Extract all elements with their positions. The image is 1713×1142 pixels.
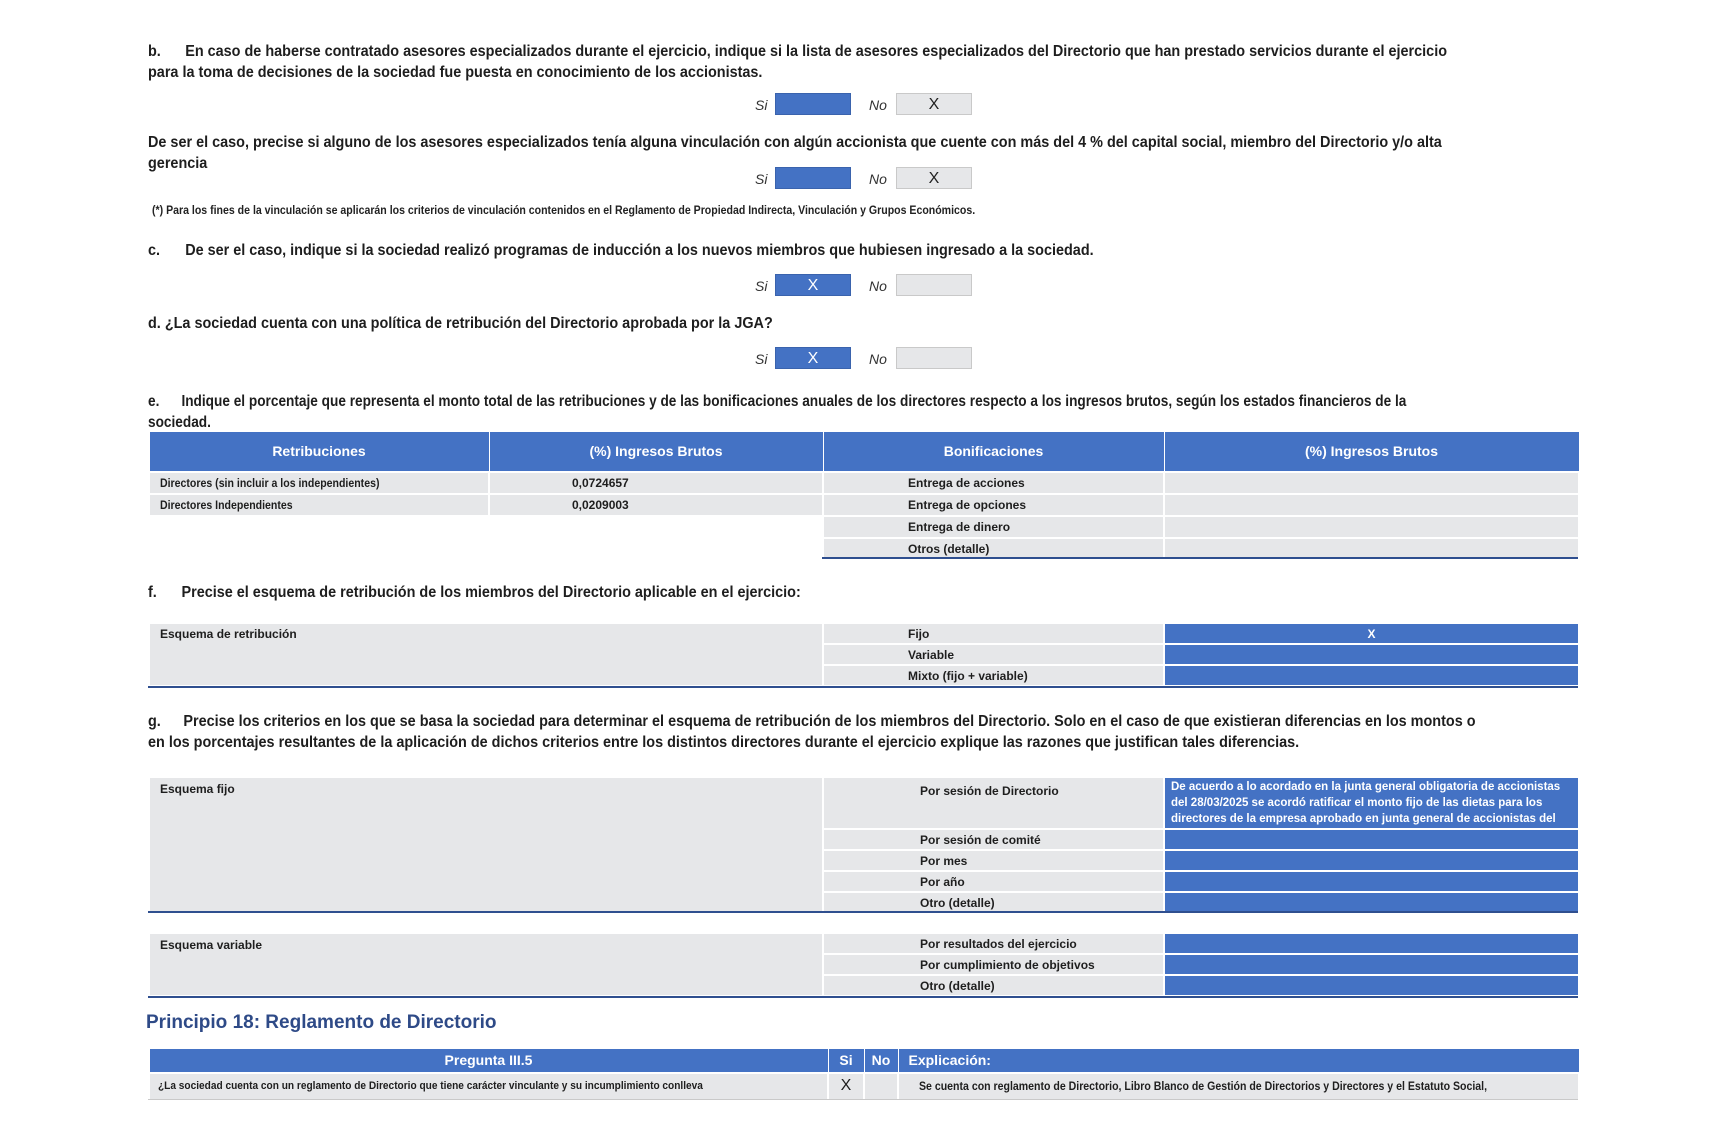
question-b-vinculacion-text: De ser el caso, precise si alguno de los asesores especializados tenía alguna vinculación con algún accionista que cuente con más del 4 % del capital social, miembro del Directorio y/o alta gerencia — [148, 134, 1442, 172]
retrib-value[interactable]: 0,0724657 — [489, 472, 823, 494]
variable-row-value[interactable] — [1164, 975, 1579, 996]
header-ingresos-brutos: (%) Ingresos Brutos — [489, 432, 823, 472]
table-bottom-rule — [148, 686, 1578, 688]
question-e — [148, 391, 1406, 433]
table-bottom-rule — [148, 1099, 1578, 1100]
bonif-label: Entrega de opciones — [823, 494, 1164, 516]
si-label: Si — [755, 97, 768, 113]
question-e-text: Indique el porcentaje que representa el monto total de las retribuciones y de las bonificaciones anuales de los directores respecto a los ingresos brutos, según los estados financieros de la sociedad. — [148, 393, 1407, 431]
question-b-text: En caso de haberse contratado asesores especializados durante el ejercicio, indique si la lista de asesores especializados del Directorio que han prestado servicios durante el ejercicio para la toma de decisiones de la sociedad fue puesta en conocimiento de los accionistas. — [148, 43, 1448, 81]
empty-cell — [149, 516, 823, 538]
header-ingresos-brutos: (%) Ingresos Brutos — [1164, 432, 1579, 472]
table-row — [149, 516, 1579, 538]
retrib-label-text: Directores (sin incluir a los independientes) — [160, 475, 380, 490]
fijo-row-value[interactable]: De acuerdo a lo acordado en la junta general obligatoria de accionistas del 28/03/2025 se acordó ratificar el monto fijo de las dietas para los directores de la empresa aprobado en junta general de accionistas del — [1164, 777, 1579, 829]
answer-si[interactable]: X — [828, 1073, 864, 1100]
fijo-row-label: Otro (detalle) — [823, 892, 1164, 913]
principio-table — [148, 1048, 1580, 1101]
question-g-letter: g. — [148, 713, 161, 730]
option-fijo-value[interactable]: X — [1164, 623, 1579, 644]
fijo-row-value[interactable] — [1164, 829, 1579, 850]
question-c-text: De ser el caso, indique si la sociedad realizó programas de inducción a los nuevos miembros que hubiesen ingresado a la sociedad. — [185, 242, 1094, 259]
option-label: Mixto (fijo + variable) — [823, 665, 1164, 686]
table-bottom-rule — [148, 911, 1578, 913]
explanation-text: Se cuenta con reglamento de Directorio, Libro Blanco de Gestión de Directorios y Directores y el Estatuto Social, — [919, 1079, 1488, 1093]
header-no: No — [864, 1049, 898, 1073]
si-checkbox[interactable]: X — [775, 347, 851, 369]
fijo-row-value[interactable] — [1164, 892, 1579, 913]
table-header-row — [149, 1049, 1579, 1073]
no-label: No — [869, 351, 887, 367]
esquema-retribucion-table — [148, 622, 1580, 687]
bonif-value[interactable] — [1164, 494, 1579, 516]
no-label: No — [869, 97, 887, 113]
header-bonificaciones: Bonificaciones — [823, 432, 1164, 472]
header-si: Si — [828, 1049, 864, 1073]
header-retribuciones: Retribuciones — [149, 432, 489, 472]
table-row — [149, 472, 1579, 494]
bonif-label: Entrega de acciones — [823, 472, 1164, 494]
table-row — [149, 494, 1579, 516]
question-g-text: Precise los criterios en los que se basa la sociedad para determinar el esquema de retribución de los miembros del Directorio. Solo en el caso de que existieran diferencias en los montos o en los porcentajes resultantes de la aplicación de dichos criterios entre los distintos directores durante el ejercicio explique las razones que justifican tales diferencias. — [148, 713, 1476, 751]
retrib-value[interactable]: 0,0209003 — [489, 494, 823, 516]
esquema-fijo-label: Esquema fijo — [149, 777, 823, 913]
si-checkbox[interactable]: X — [775, 274, 851, 296]
header-explicacion: Explicación: — [898, 1049, 1579, 1073]
fijo-row-value[interactable] — [1164, 850, 1579, 871]
variable-row-value[interactable] — [1164, 954, 1579, 975]
principio-title: Principio 18: Reglamento de Directorio — [146, 1012, 497, 1033]
empty-cell — [149, 538, 823, 560]
variable-row-label: Otro (detalle) — [823, 975, 1164, 996]
question-c — [148, 240, 1478, 261]
question-text — [149, 1073, 828, 1100]
fijo-row-value[interactable] — [1164, 871, 1579, 892]
answer-no[interactable] — [864, 1073, 898, 1100]
retrib-label — [149, 494, 489, 516]
no-checkbox[interactable]: X — [896, 93, 972, 115]
retribuciones-table — [148, 431, 1580, 561]
header-pregunta: Pregunta III.5 — [149, 1049, 828, 1073]
bonif-label: Otros (detalle) — [823, 538, 1164, 560]
question-b — [148, 41, 1478, 83]
no-label: No — [869, 171, 887, 187]
fijo-row-label: Por año — [823, 871, 1164, 892]
question-f-letter: f. — [148, 584, 157, 601]
question-g — [148, 711, 1478, 753]
bonif-label: Entrega de dinero — [823, 516, 1164, 538]
question-text-span: ¿La sociedad cuenta con un reglamento de Directorio que tiene carácter vinculante y su incumplimiento conlleva — [158, 1080, 703, 1092]
fijo-row-label: Por sesión de Directorio — [823, 777, 1164, 829]
si-checkbox[interactable] — [775, 93, 851, 115]
si-label: Si — [755, 278, 768, 294]
no-checkbox[interactable] — [896, 347, 972, 369]
table-header-row — [149, 432, 1579, 472]
question-d-text: d. ¿La sociedad cuenta con una política de retribución del Directorio aprobada por la JGA? — [148, 315, 773, 332]
variable-row-value[interactable] — [1164, 933, 1579, 954]
retrib-label — [149, 472, 489, 494]
option-mixto-value[interactable] — [1164, 665, 1579, 686]
option-variable-value[interactable] — [1164, 644, 1579, 665]
question-e-letter: e. — [148, 393, 160, 410]
option-label: Fijo — [823, 623, 1164, 644]
esquema-fijo-table — [148, 776, 1580, 914]
fijo-row-label: Por sesión de comité — [823, 829, 1164, 850]
no-label: No — [869, 278, 887, 294]
question-c-letter: c. — [148, 242, 161, 259]
bonif-value[interactable] — [1164, 516, 1579, 538]
esquema-variable-table — [148, 932, 1580, 997]
retrib-label-text: Directores Independientes — [160, 497, 293, 512]
question-b-letter: b. — [148, 43, 161, 60]
footnote: (*) Para los fines de la vinculación se aplicarán los criterios de vinculación contenidos en el Reglamento de Propiedad Indirecta, Vinculación y Grupos Económicos. — [152, 203, 976, 217]
variable-row-label: Por resultados del ejercicio — [823, 933, 1164, 954]
table-bottom-rule — [822, 557, 1578, 559]
bonif-value[interactable] — [1164, 472, 1579, 494]
question-f — [148, 582, 1478, 603]
table-row — [149, 623, 1579, 644]
table-row — [149, 777, 1579, 829]
fijo-row-label: Por mes — [823, 850, 1164, 871]
si-checkbox[interactable] — [775, 167, 851, 189]
si-label: Si — [755, 171, 768, 187]
esquema-variable-label: Esquema variable — [149, 933, 823, 996]
question-d — [148, 313, 1478, 334]
table-bottom-rule — [148, 996, 1578, 998]
explanation[interactable] — [898, 1073, 1579, 1100]
table-row — [149, 933, 1579, 954]
table-row — [149, 1073, 1579, 1100]
no-checkbox[interactable]: X — [896, 167, 972, 189]
question-f-text: Precise el esquema de retribución de los miembros del Directorio aplicable en el ejercicio: — [181, 584, 801, 601]
variable-row-label: Por cumplimiento de objetivos — [823, 954, 1164, 975]
no-checkbox[interactable] — [896, 274, 972, 296]
si-label: Si — [755, 351, 768, 367]
esquema-label: Esquema de retribución — [149, 623, 823, 686]
option-label: Variable — [823, 644, 1164, 665]
